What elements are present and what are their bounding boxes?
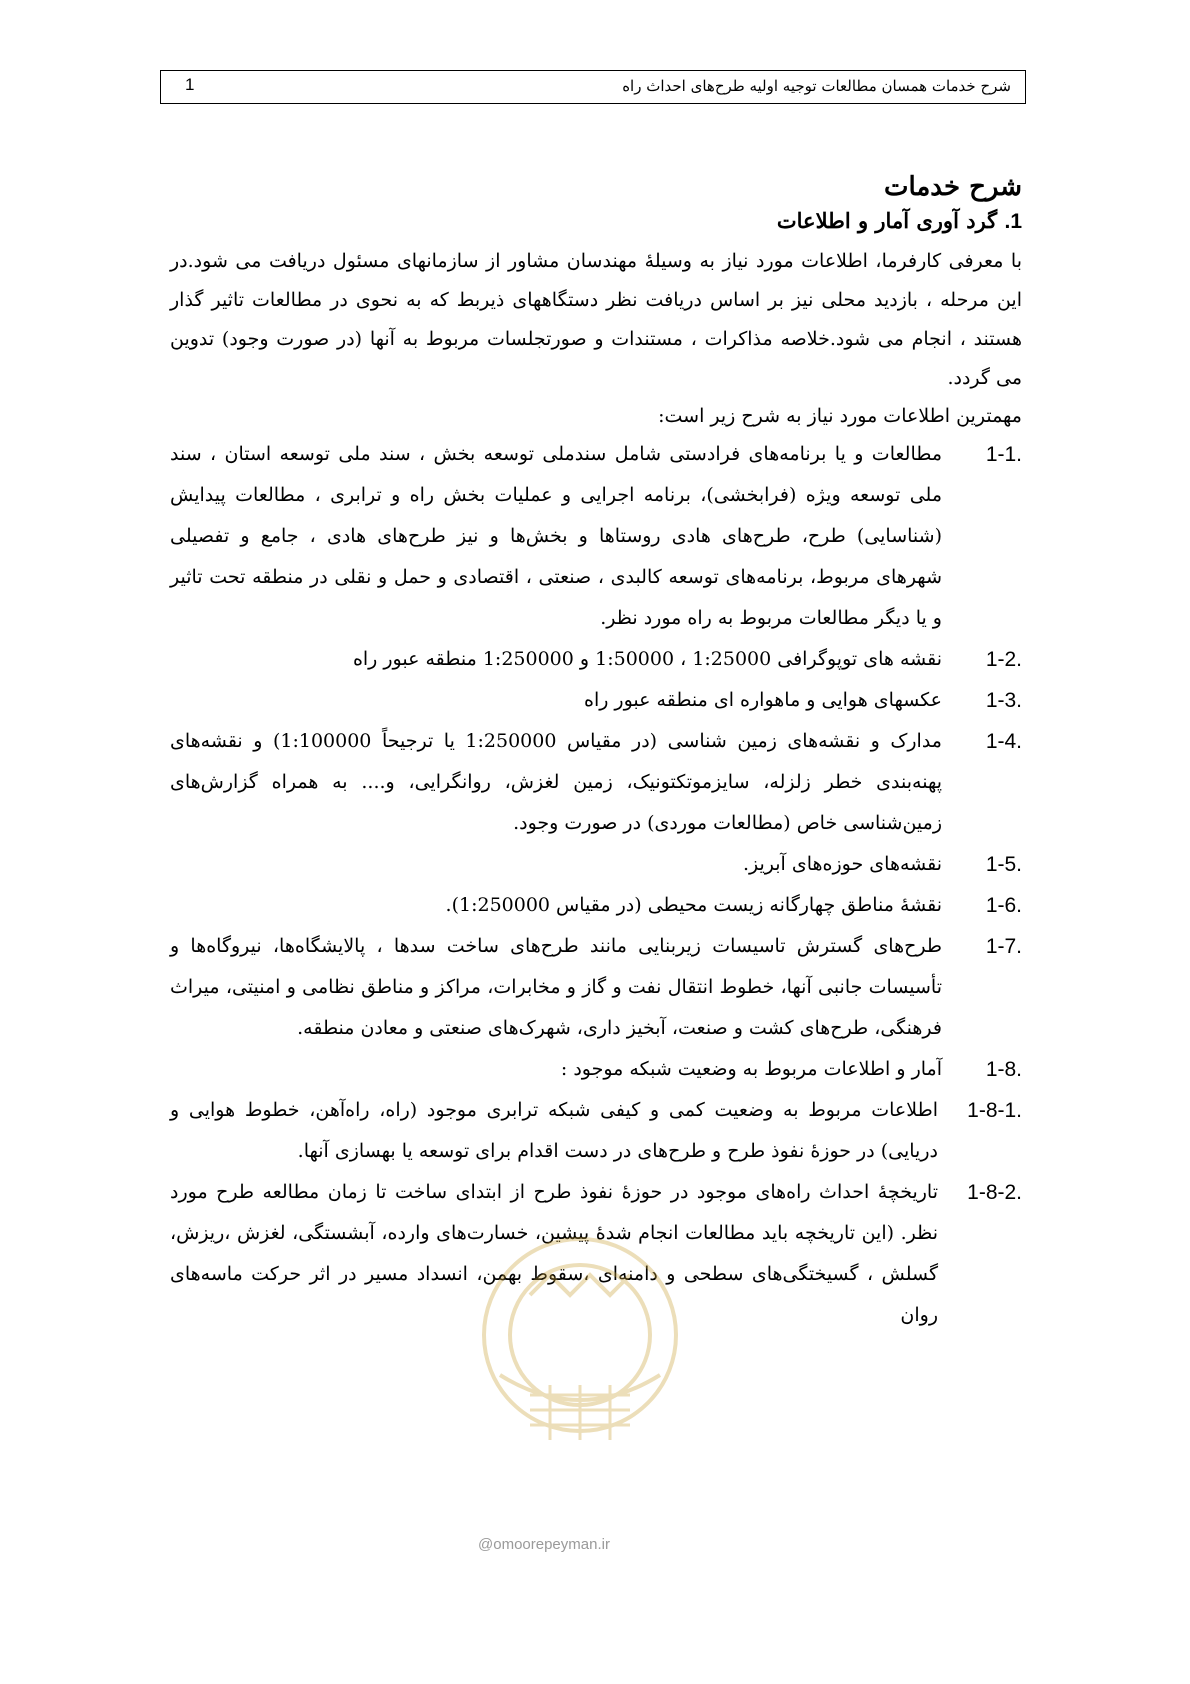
item-number: 1-1. <box>985 443 1022 466</box>
list-item <box>170 434 1022 639</box>
item-text: مدارک و نقشه‌های زمین شناسی (در مقیاس 1:250000 یا ترجیحاً 1:100000) و نقشه‌های پهنه‌بندی خطر زلزله، سایزموتکتونیک، زمین لغزش، روانگرایی، و.... به همراه گزارش‌های زمین‌شناسی خاص (مطالعات موردی) در صورت وجود. <box>170 730 943 834</box>
item-number: 1-8. <box>985 1058 1022 1081</box>
item-text: عکسهای هوایی و ماهواره ای منطقه عبور راه <box>583 689 942 711</box>
section-title: گرد آوری آمار و اطلاعات <box>776 208 998 233</box>
item-number: 1-5. <box>985 853 1022 876</box>
item-number: 1-8-1. <box>967 1099 1022 1122</box>
watermark-logo-icon <box>470 1225 690 1465</box>
requirements-list <box>170 434 1022 1336</box>
document-body <box>170 172 1022 1336</box>
section-number: 1. <box>1004 210 1022 233</box>
page-number: 1 <box>185 75 195 94</box>
watermark-text: @omoorepeyman.ir <box>478 1536 610 1553</box>
list-item <box>170 639 1022 680</box>
item-text: مطالعات و یا برنامه‌های فرادستی شامل سندملی توسعه بخش ، سند ملی توسعه استان ، سند ملی توسعه ویژه (فرابخشی)، برنامه اجرایی و عملیات بخش راه و ترابری ، مطالعات پیدایش (شناسایی) طرح، طرح‌های هادی روستاها و بخش‌ها و نیز طرح‌های هادی ، جامع و تفصیلی شهرهای مربوط، برنامه‌های توسعه کالبدی ، صنعتی ، اقتصادی و حمل و نقلی در منطقه تحت تاثیر و یا دیگر مطالعات مربوط به راه مورد نظر. <box>170 443 942 629</box>
page-header <box>160 70 1026 104</box>
item-text: تاریخچهٔ احداث راه‌های موجود در حوزهٔ نفوذ طرح از ابتدای ساخت تا زمان مطالعه طرح مورد نظر. (این تاریخچه باید مطالعات انجام شدهٔ پیشین، خسارت‌های وارده، آبشستگی، لغزش ،ریزش، گسلش ، گسیختگی‌های سطحی و دامنه‌ای ،سقوط بهمن، انسداد مسیر در اثر حرکت ماسه‌های روان <box>170 1181 938 1326</box>
lead-line: مهمترین اطلاعات مورد نیاز به شرح زیر است: <box>658 405 1022 427</box>
item-number: 1-7. <box>985 935 1022 958</box>
item-number: 1-3. <box>985 689 1022 712</box>
item-text: نقشه‌های حوزه‌های آبریز. <box>742 853 942 875</box>
document-title: شرح خدمات <box>883 172 1022 202</box>
list-item <box>170 680 1022 721</box>
item-number: 1-8-2. <box>967 1181 1022 1204</box>
list-item <box>170 926 1022 1049</box>
list-item <box>170 1090 1022 1172</box>
item-text: آمار و اطلاعات مربوط به وضعیت شبکه موجود : <box>560 1058 942 1080</box>
item-text: طرح‌های گسترش تاسیسات زیربنایی مانند طرح‌های ساخت سدها ، پالایشگاه‌ها، نیروگاه‌ها و تأسیسات جانبی آنها، خطوط انتقال نفت و گاز و مخابرات، مراکز و مناطق نظامی و امنیتی، میراث فرهنگی، طرح‌های کشت و صنعت، آبخیز داری، شهرک‌های صنعتی و معادن منطقه. <box>170 935 942 1039</box>
list-item <box>170 1049 1022 1090</box>
item-number: 1-6. <box>985 894 1022 917</box>
item-text: اطلاعات مربوط به وضعیت کمی و کیفی شبکه ترابری موجود (راه، راه‌آهن، خطوط هوایی و دریایی) در حوزهٔ نفوذ طرح و طرح‌های در دست اقدام برای توسعه یا بهسازی آنها. <box>170 1099 938 1162</box>
section-heading <box>170 208 1022 234</box>
list-item <box>170 885 1022 926</box>
item-number: 1-4. <box>985 730 1022 753</box>
item-text: نقشهٔ مناطق چهارگانه زیست محیطی (در مقیاس 1:250000). <box>445 894 942 916</box>
item-text: نقشه های توپوگرافی 1:25000 ، 1:50000 و 1:250000 منطقه عبور راه <box>352 648 942 670</box>
header-title: شرح خدمات همسان مطالعات توجیه اولیه طرح‌های احداث راه <box>622 77 1011 95</box>
list-item <box>170 844 1022 885</box>
item-number: 1-2. <box>985 648 1022 671</box>
intro-paragraph: با معرفی کارفرما، اطلاعات مورد نیاز به وسیلهٔ مهندسان مشاور از سازمانهای مسئول دریافت می شود.در این مرحله ، بازدید محلی نیز بر اساس دریافت نظر دستگاههای ذیربط که به نحوی در مطالعات تاثیر گذار هستند ، انجام می شود.خلاصه مذاکرات ، مستندات و صورتجلسات مربوط به آنها (در صورت وجود) تدوین می گردد. <box>170 250 1022 389</box>
list-item <box>170 721 1022 844</box>
